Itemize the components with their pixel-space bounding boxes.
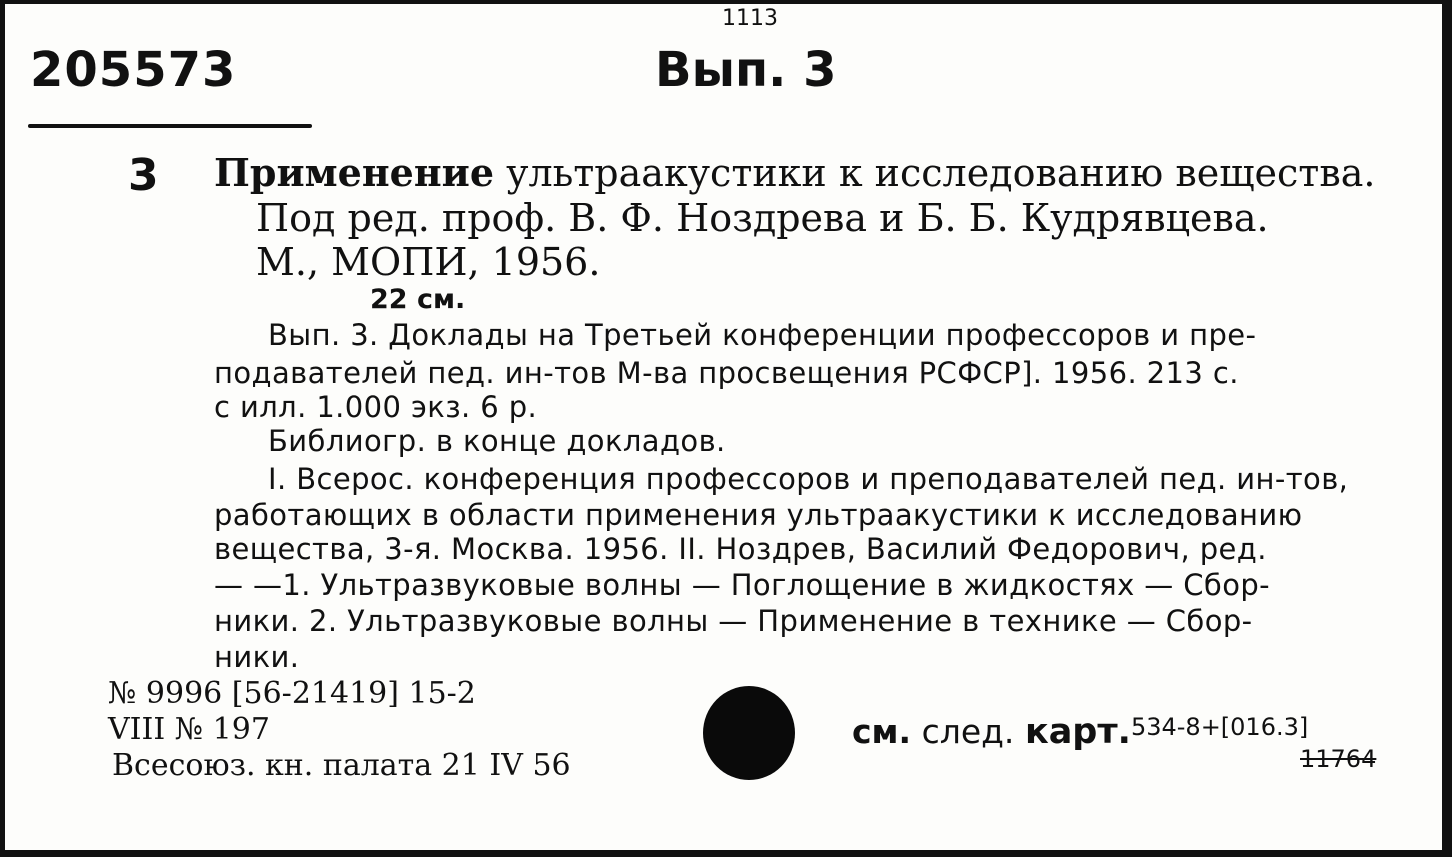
body-line-7: вещества, 3-я. Москва. 1956. II. Ноздрев, Василий Федорович, ред. bbox=[214, 532, 1267, 566]
footer-line-1: № 9996 [56-21419] 15-2 bbox=[108, 676, 476, 711]
next-label: след. bbox=[921, 712, 1015, 751]
body-line-1: Вып. 3. Доклады на Третьей конференции профессоров и пре- bbox=[268, 318, 1257, 352]
title-line-1 bbox=[214, 150, 1375, 195]
classification-code: 534-8+[016.3] bbox=[1130, 713, 1309, 741]
handwritten-tiny-note: 1113 bbox=[722, 6, 778, 31]
handwritten-entry-digit: 3 bbox=[128, 150, 159, 201]
footer-line-2: VIII № 197 bbox=[108, 712, 270, 747]
filing-hole bbox=[703, 686, 795, 780]
see-next-card-note bbox=[852, 712, 1308, 752]
title-rest: ультраакустики к исследованию вещества. bbox=[506, 151, 1376, 195]
title-first-word: Применение bbox=[214, 150, 494, 195]
handwritten-issue-note: Вып. 3 bbox=[655, 42, 837, 98]
body-line-5: I. Всерос. конференция профессоров и преподавателей пед. ин-тов, bbox=[268, 462, 1349, 496]
card-label: карт. bbox=[1024, 712, 1131, 752]
secondary-classification-code: 11764 bbox=[1300, 745, 1377, 773]
size-line: 22 см. bbox=[370, 284, 466, 315]
body-line-9: ники. 2. Ультразвуковые волны — Применение в технике — Сбор- bbox=[214, 604, 1253, 638]
card-border-left bbox=[0, 0, 5, 857]
body-line-2: подавателей пед. ин-тов М-ва просвещения РСФСР]. 1956. 213 с. bbox=[214, 356, 1239, 390]
title-line-2: Под ред. проф. В. Ф. Ноздрева и Б. Б. Кудрявцева. bbox=[256, 196, 1269, 240]
card-border-bottom bbox=[0, 850, 1452, 857]
accession-underline bbox=[28, 124, 312, 128]
body-line-8: — —1. Ультразвуковые волны — Поглощение в жидкостях — Сбор- bbox=[214, 568, 1271, 602]
card-border-right bbox=[1442, 0, 1452, 857]
footer-line-3: Всесоюз. кн. палата 21 IV 56 bbox=[112, 748, 571, 783]
card-border-top bbox=[0, 0, 1452, 4]
body-line-10: ники. bbox=[214, 640, 300, 674]
title-line-3: М., МОПИ, 1956. bbox=[256, 240, 601, 284]
handwritten-accession-number: 205573 bbox=[30, 42, 237, 98]
see-label: см. bbox=[852, 712, 912, 751]
body-line-4: Библиогр. в конце докладов. bbox=[268, 424, 726, 458]
body-line-3: с илл. 1.000 экз. 6 р. bbox=[214, 390, 538, 424]
body-line-6: работающих в области применения ультраакустики к исследованию bbox=[214, 498, 1303, 532]
